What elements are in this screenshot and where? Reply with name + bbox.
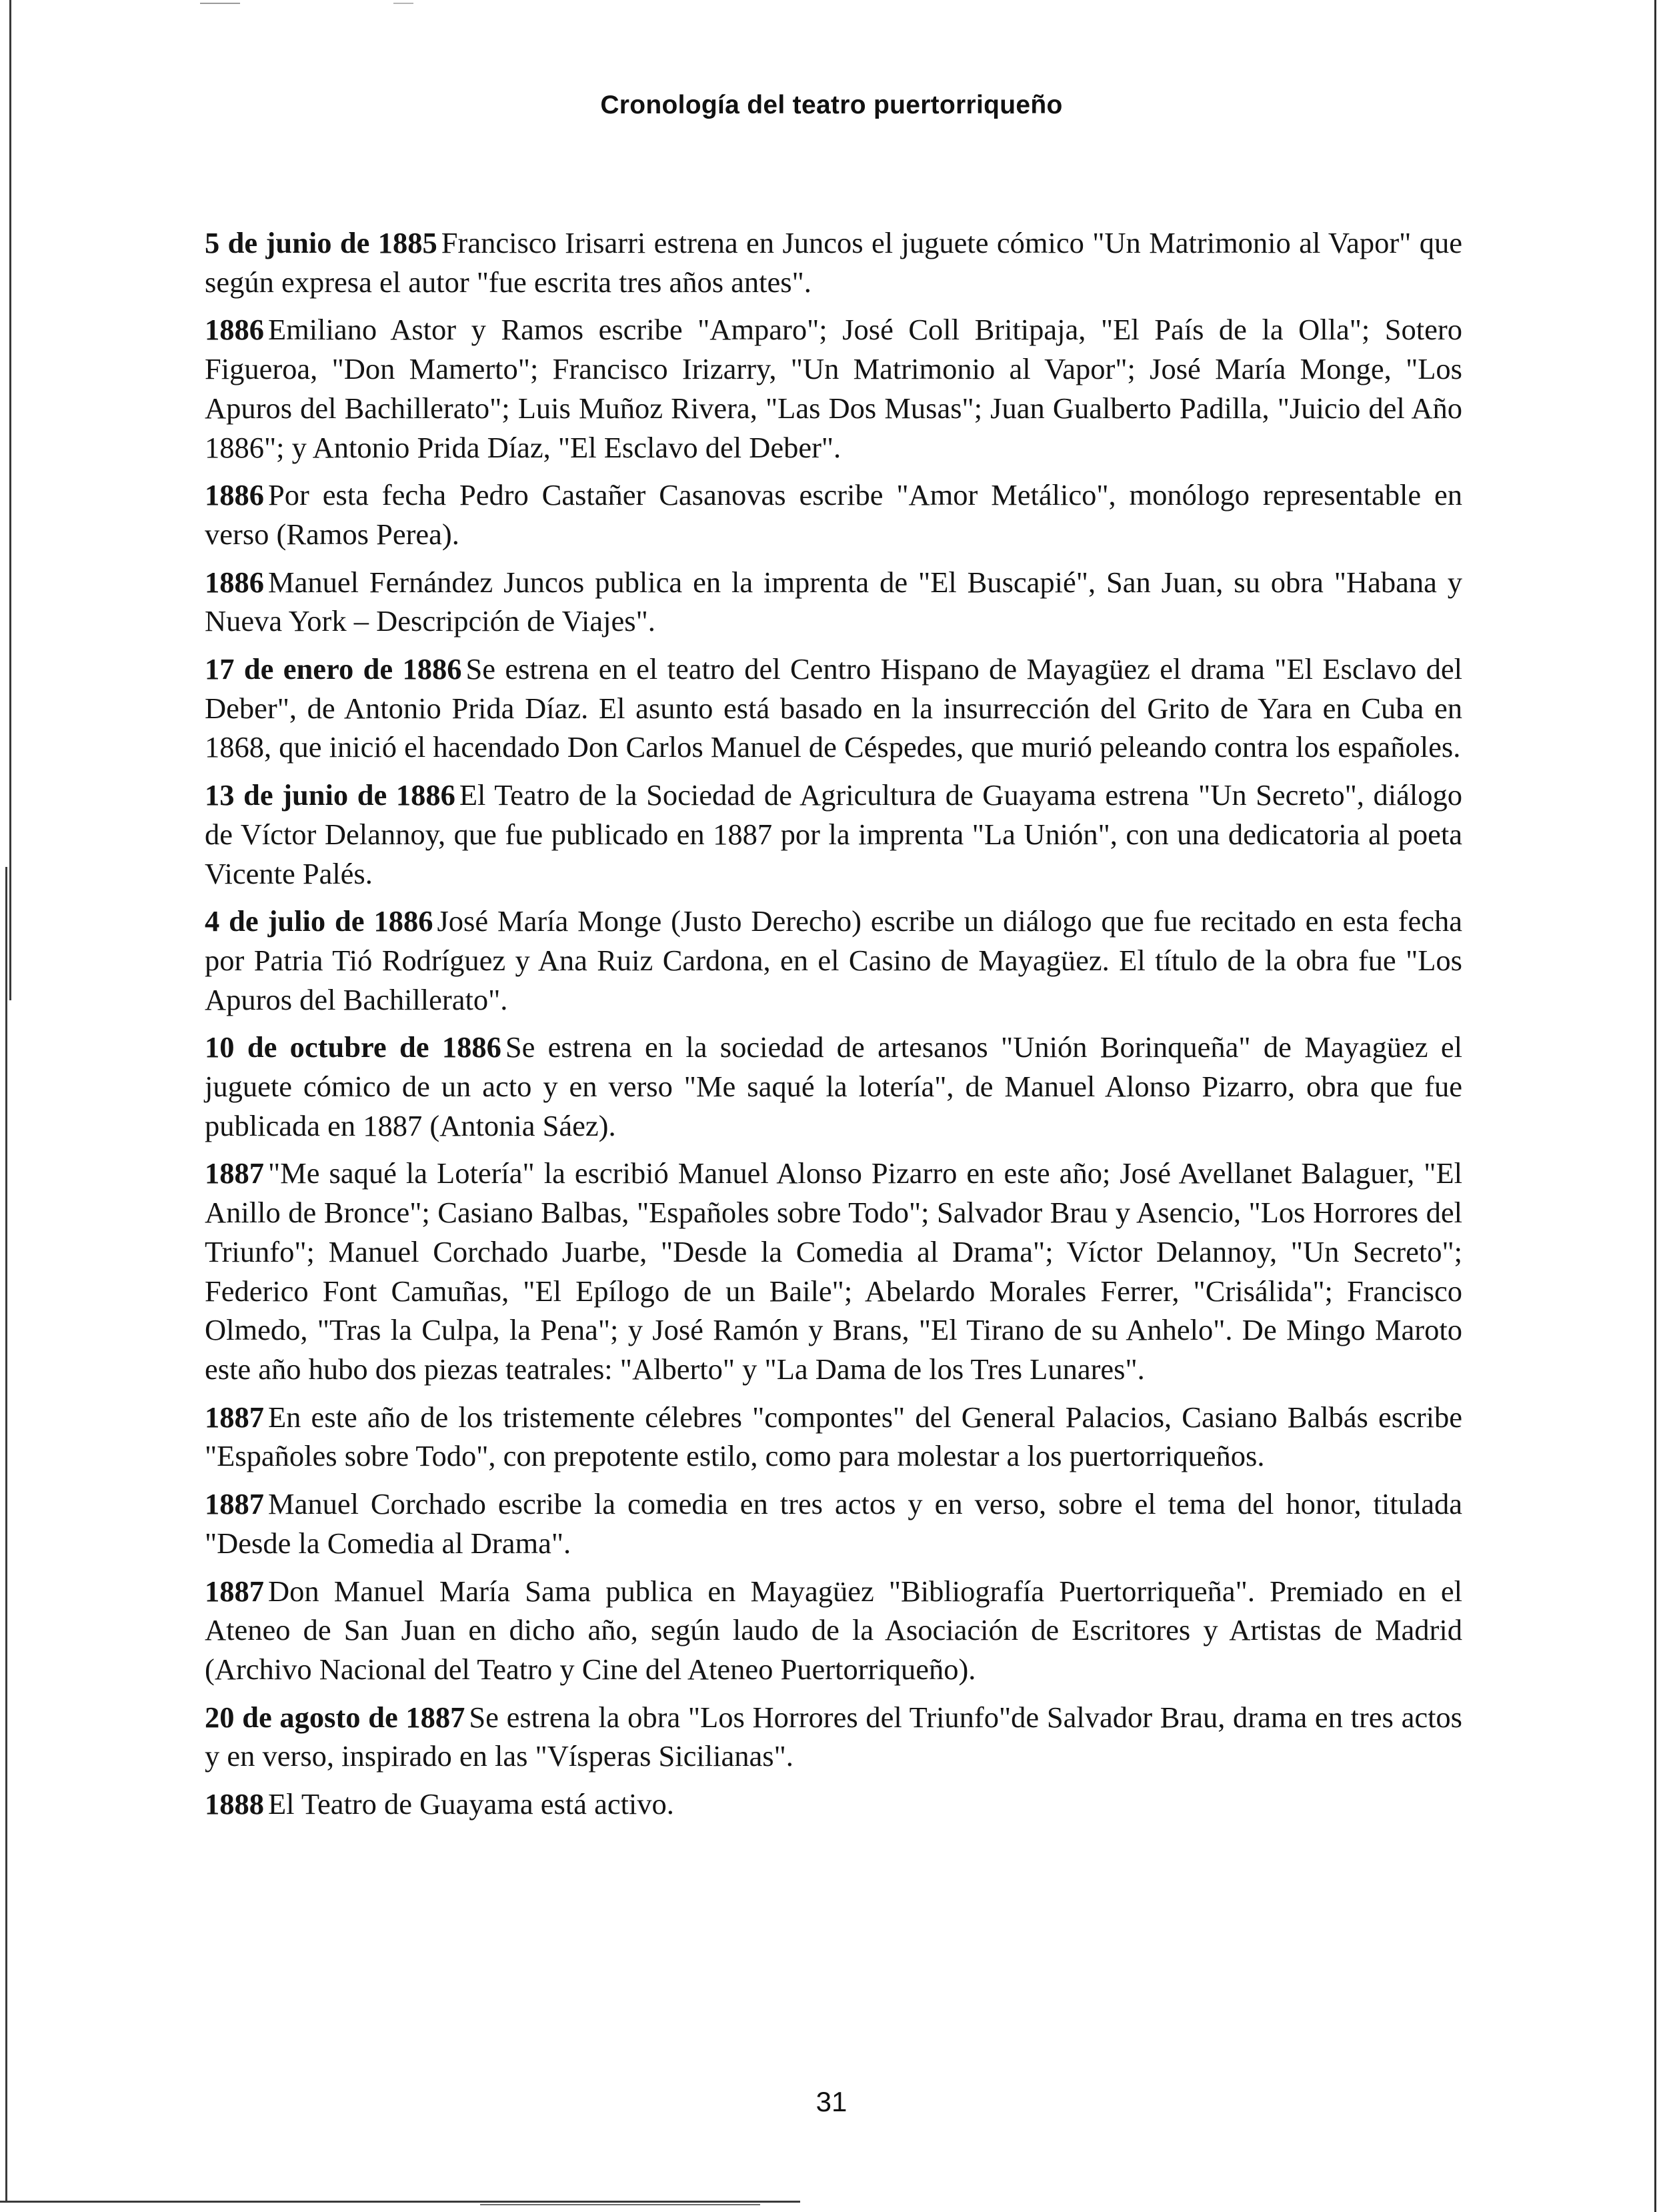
chronology-entry — [205, 902, 1462, 1019]
chronology-entry — [205, 650, 1462, 767]
chronology-entry — [205, 310, 1462, 467]
running-header: Cronología del teatro puertorriqueño — [600, 91, 1063, 119]
page-number: 31 — [815, 2086, 848, 2117]
chronology-entry — [205, 475, 1462, 554]
entry-text: Se estrena la obra "Los Horrores del Triunfo"de Salvador Brau, drama en tres actos y en verso, inspirado en las "Vísperas Sicilianas". — [205, 1700, 1462, 1773]
chronology-body — [205, 223, 1462, 1833]
chronology-entry — [205, 776, 1462, 893]
chronology-entry — [205, 1572, 1462, 1689]
entry-date: 1887 — [205, 1487, 264, 1521]
chronology-entry — [205, 1028, 1462, 1145]
entry-text: El Teatro de la Sociedad de Agricultura de Guayama estrena "Un Secreto", diálogo de Víctor Delannoy, que fue publicado en 1887 por la imprenta "La Unión", con una dedicatoria al poeta Vicente Palés. — [205, 778, 1462, 890]
entry-date: 13 de junio de 1886 — [205, 778, 455, 812]
entry-text: Emiliano Astor y Ramos escribe "Amparo"; José Coll Britipaja, "El País de la Olla"; Sotero Figueroa, "Don Mamerto"; Francisco Irizarry, "Un Matrimonio al Vapor"; José María Monge, "Los Apuros del Bachillerato"; Luis Muñoz Rivera, "Las Dos Musas"; Juan Gualberto Padilla, "Juicio del Año 1886"; y Antonio Prida Díaz, "El Esclavo del Deber". — [205, 313, 1462, 464]
entry-date: 20 de agosto de 1887 — [205, 1700, 465, 1734]
entry-text: El Teatro de Guayama está activo. — [268, 1787, 674, 1821]
entry-date: 1886 — [205, 478, 264, 512]
scan-edge-left-top — [0, 0, 11, 1000]
entry-date: 1886 — [205, 565, 264, 599]
scan-edge-bottom — [0, 2201, 800, 2203]
entry-date: 1887 — [205, 1400, 264, 1434]
scan-edge-right — [1654, 0, 1656, 2212]
entry-date: 10 de octubre de 1886 — [205, 1030, 501, 1064]
entry-text: Francisco Irisarri estrena en Juncos el juguete cómico "Un Matrimonio al Vapor" que según expresa el autor "fue escrita tres años antes". — [205, 226, 1462, 299]
chronology-entry — [205, 563, 1462, 641]
entry-text: Manuel Corchado escribe la comedia en tres actos y en verso, sobre el tema del honor, titulada "Desde la Comedia al Drama". — [205, 1487, 1462, 1560]
chronology-entry — [205, 1698, 1462, 1776]
chronology-entry — [205, 1154, 1462, 1388]
entry-text: En este año de los tristemente célebres "compontes" del General Palacios, Casiano Balbás escribe "Españoles sobre Todo", con prepotente estilo, como para molestar a los puertorriqueños. — [205, 1400, 1462, 1473]
entry-text: Por esta fecha Pedro Castañer Casanovas escribe "Amor Metálico", monólogo representable en verso (Ramos Perea). — [205, 478, 1462, 551]
chronology-entry — [205, 1398, 1462, 1476]
scan-mark-top-secondary — [393, 3, 413, 4]
chronology-entry — [205, 223, 1462, 301]
entry-date: 5 de junio de 1885 — [205, 226, 437, 259]
entry-text: Se estrena en la sociedad de artesanos "Unión Borinqueña" de Mayagüez el juguete cómico de un acto y en verso "Me saqué la lotería", de Manuel Alonso Pizarro, obra que fue publicada en 1887 (Antonia Sáez). — [205, 1030, 1462, 1142]
entry-text: Manuel Fernández Juncos publica en la imprenta de "El Buscapié", San Juan, su obra "Habana y Nueva York – Descripción de Viajes". — [205, 565, 1462, 638]
entry-text: Se estrena en el teatro del Centro Hispano de Mayagüez el drama "El Esclavo del Deber", de Antonio Prida Díaz. El asunto está basado en la insurrección del Grito de Yara en Cuba en 1868, que inició el hacendado Don Carlos Manuel de Céspedes, que murió peleando contra los españoles. — [205, 652, 1462, 764]
entry-text: "Me saqué la Lotería" la escribió Manuel Alonso Pizarro en este año; José Avellanet Balaguer, "El Anillo de Bronce"; Casiano Balbas, "Españoles sobre Todo"; Salvador Brau y Asencio, "Los Horrores del Triunfo"; Manuel Corchado Juarbe, "Desde la Comedia al Drama"; Víctor Delannoy, "Un Secreto"; Federico Font Camuñas, "El Epílogo de un Baile"; Abelardo Morales Ferrer, "Crisálida"; Francisco Olmedo, "Tras la Culpa, la Pena"; y José Ramón y Brans, "El Tirano de su Anhelo". De Mingo Maroto este año hubo dos piezas teatrales: "Alberto" y "La Dama de los Tres Lunares". — [205, 1156, 1462, 1386]
entry-date: 4 de julio de 1886 — [205, 904, 433, 938]
entry-text: Don Manuel María Sama publica en Mayagüez "Bibliografía Puertorriqueña". Premiado en el Ateneo de San Juan en dicho año, según laudo de la Asociación de Escritores y Artistas de Madrid (Archivo Nacional del Teatro y Cine del Ateneo Puertorriqueño). — [205, 1574, 1462, 1686]
entry-date: 1888 — [205, 1787, 264, 1821]
entry-date: 1887 — [205, 1156, 264, 1190]
entry-date: 1887 — [205, 1574, 264, 1608]
scan-edge-left-bottom — [5, 867, 7, 2201]
entry-text: José María Monge (Justo Derecho) escribe un diálogo que fue recitado en esta fecha por Patria Tió Rodríguez y Ana Ruiz Cardona, en el Casino de Mayagüez. El título de la obra fue "Los Apuros del Bachillerato". — [205, 904, 1462, 1016]
chronology-entry — [205, 1785, 1462, 1824]
chronology-entry — [205, 1484, 1462, 1562]
entry-date: 1886 — [205, 313, 264, 347]
entry-date: 17 de enero de 1886 — [205, 652, 462, 686]
scan-mark-top — [200, 3, 240, 4]
scan-edge-bottom-secondary — [480, 2204, 760, 2205]
